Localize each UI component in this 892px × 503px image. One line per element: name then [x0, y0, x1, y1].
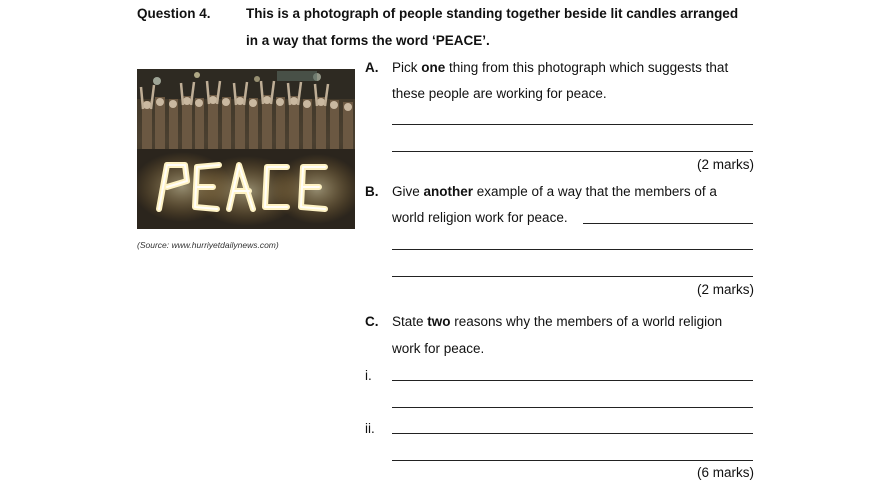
part-b-text-pre: Give: [392, 184, 424, 199]
part-a-text-bold: one: [421, 60, 446, 75]
part-b-letter: B.: [365, 184, 379, 199]
part-b-text-bold: another: [423, 184, 474, 199]
part-c-text-post: reasons why the members of a world religion: [450, 314, 723, 329]
answer-line-c-i-2[interactable]: [392, 407, 753, 408]
part-a-letter: A.: [365, 60, 379, 75]
answer-line-c-ii-2[interactable]: [392, 460, 753, 461]
part-b-marks: (2 marks): [697, 282, 754, 297]
part-a-text-post: thing from this photograph which suggests that: [445, 60, 729, 75]
part-a-text-pre: Pick: [392, 60, 422, 75]
part-b-question-line2: world religion work for peace.: [392, 210, 568, 225]
answer-line-a1[interactable]: [392, 124, 753, 125]
part-c-marks: (6 marks): [697, 465, 754, 480]
answer-line-b2[interactable]: [392, 276, 753, 277]
answer-line-b1[interactable]: [392, 249, 753, 250]
part-b-question: [392, 183, 717, 201]
part-c-question-line2: work for peace.: [392, 341, 485, 356]
photo-source-caption: (Source: www.hurriyetdailynews.com): [137, 240, 279, 250]
question-intro-line1: This is a photograph of people standing together beside lit candles arranged: [246, 6, 739, 21]
question-intro-line2: in a way that forms the word ‘PEACE’.: [246, 33, 490, 48]
question-number: Question 4.: [137, 6, 211, 21]
part-c-text-pre: State: [392, 314, 428, 329]
part-a-question: [392, 59, 728, 77]
part-c-item-i-label: i.: [365, 368, 372, 383]
answer-line-c-i-1[interactable]: [392, 380, 753, 381]
part-c-question: [392, 313, 722, 331]
peace-candles-photo: [137, 69, 355, 229]
part-a-question-line2: these people are working for peace.: [392, 86, 607, 101]
part-b-text-post: example of a way that the members of a: [473, 184, 717, 199]
part-c-item-ii-label: ii.: [365, 421, 375, 436]
answer-line-a2[interactable]: [392, 151, 753, 152]
part-c-letter: C.: [365, 314, 379, 329]
answer-line-b0[interactable]: [583, 223, 753, 224]
part-c-text-bold: two: [427, 314, 451, 329]
answer-line-c-ii-1[interactable]: [392, 433, 753, 434]
part-a-marks: (2 marks): [697, 157, 754, 172]
